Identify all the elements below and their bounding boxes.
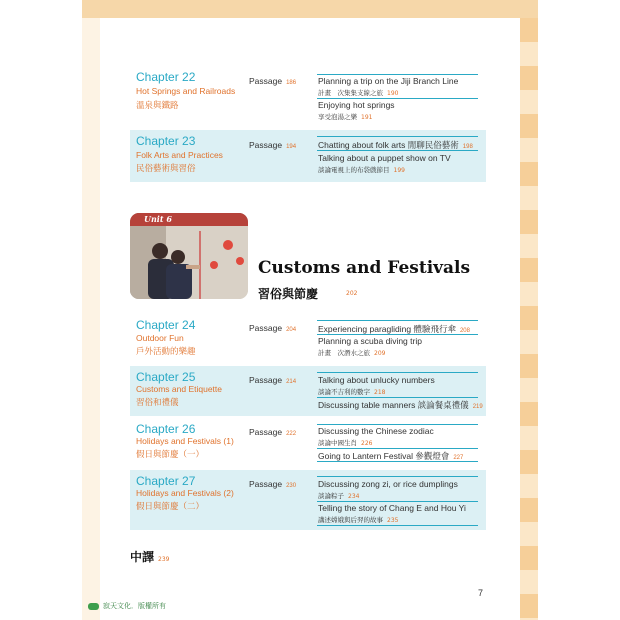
passage-page: 214: [286, 379, 297, 385]
unit-page: 202: [346, 290, 358, 297]
chapter-subtitle: Holidays and Festivals (1): [136, 436, 234, 446]
chapter-zh: 習俗和禮儀: [136, 398, 179, 408]
passage-ref: [249, 427, 296, 437]
checker-border: [520, 18, 538, 620]
entry-title: Talking about a puppet show on TV: [318, 153, 451, 163]
entry-title: Enjoying hot springs: [318, 100, 395, 110]
translation-label: 中譯: [130, 550, 155, 564]
entry-title-text: Experiencing paragliding 體驗飛行傘: [318, 324, 456, 334]
entry-rule: [317, 525, 478, 526]
entry-zh: [318, 348, 385, 357]
entry-page: 190: [387, 90, 399, 97]
entry-zh-text: 計畫 次集集支線之旅: [318, 89, 383, 97]
entry-zh: [318, 438, 372, 447]
passage-ref: [249, 479, 296, 489]
chapter-22[interactable]: [130, 66, 486, 124]
chapter-23[interactable]: [130, 130, 486, 182]
passage-ref: [249, 323, 296, 333]
entry-page: 234: [348, 493, 360, 500]
translation-page: 239: [158, 556, 170, 563]
entry-page: 199: [393, 167, 405, 174]
passage-page: 194: [286, 144, 297, 150]
entry-zh-text: 談論電視上的布袋戲節目: [318, 166, 390, 174]
chapter-zh: 戶外活動的樂趣: [136, 347, 196, 357]
chapter-title: Chapter 23: [136, 134, 196, 148]
passage-label: Passage: [249, 375, 283, 385]
entry-title: Planning a trip on the Jiji Branch Line: [318, 76, 459, 86]
entry-title: Telling the story of Chang E and Hou Yi: [318, 503, 466, 513]
entry-zh-text: 談論粽子: [318, 492, 344, 500]
entry-rule: [317, 397, 478, 398]
page-number: 7: [478, 588, 484, 598]
chapter-zh: 民俗藝術與習俗: [136, 164, 196, 174]
passage-page: 204: [286, 327, 297, 333]
publisher-logo-icon: [88, 603, 99, 610]
chapter-subtitle: Folk Arts and Practices: [136, 150, 223, 160]
publisher-footer: [88, 601, 166, 611]
entry-page: 235: [387, 517, 399, 524]
chapter-subtitle: Holidays and Festivals (2): [136, 488, 234, 498]
chapter-subtitle: Customs and Etiquette: [136, 384, 222, 394]
entry-rule: [317, 320, 478, 321]
unit-tag: Unit 6: [130, 213, 248, 226]
passage-label: Passage: [249, 140, 283, 150]
passage-label: Passage: [249, 323, 283, 333]
entry-title-text: Discussing table manners 談論餐桌禮儀: [318, 400, 469, 410]
entry-rule: [317, 476, 478, 477]
passage-page: 222: [286, 431, 297, 437]
chapter-subtitle: Outdoor Fun: [136, 333, 184, 343]
passage-label: Passage: [249, 76, 283, 86]
entry-page: 209: [374, 350, 386, 357]
publisher-text: 寂天文化．版權所有: [103, 602, 166, 610]
photo-illustration: [130, 213, 248, 299]
entry-title: Planning a scuba diving trip: [318, 336, 422, 346]
chapter-24[interactable]: [130, 314, 486, 364]
entry-page: 191: [361, 114, 373, 121]
entry-rule: [317, 98, 478, 99]
entry-title: Discussing the Chinese zodiac: [318, 426, 434, 436]
entry-zh: [318, 387, 385, 396]
entry-zh-text: 談論中國生肖: [318, 439, 357, 447]
entry-rule: [317, 334, 478, 335]
entry-rule: [317, 424, 478, 425]
entry-rule: [317, 136, 478, 137]
passage-ref: [249, 375, 296, 385]
passage-ref: [249, 76, 296, 86]
entry-title-text: Chatting about folk arts 閒聊民俗藝術: [318, 140, 459, 150]
unit-photo: [130, 213, 248, 299]
entry-zh-text: 計畫 次潛水之旅: [318, 349, 370, 357]
passage-label: Passage: [249, 479, 283, 489]
translation-section[interactable]: [130, 548, 169, 565]
chapter-27[interactable]: [130, 470, 486, 530]
entry-title: Discussing zong zi, or rice dumplings: [318, 479, 458, 489]
entry-zh-text: 享受泡湯之樂: [318, 113, 357, 121]
entry-title-text: Going to Lantern Festival 參觀燈會: [318, 451, 450, 461]
top-band: [82, 0, 538, 18]
chapter-zh: 假日與節慶（二）: [136, 502, 205, 512]
entry-rule: [317, 461, 478, 462]
entry-page: 198: [462, 144, 473, 150]
entry-title: Talking about unlucky numbers: [318, 375, 435, 385]
chapter-25[interactable]: [130, 366, 486, 416]
entry-title: [318, 399, 483, 411]
entry-zh: [318, 515, 398, 524]
entry-zh-text: 談論不吉利的數字: [318, 388, 370, 396]
unit-title-zh: 習俗與節慶: [258, 287, 319, 301]
entry-rule: [317, 150, 478, 151]
chapter-title: Chapter 26: [136, 422, 196, 436]
entry-page: 227: [453, 455, 464, 461]
chapter-title: Chapter 27: [136, 474, 196, 488]
chapter-26[interactable]: [130, 418, 486, 468]
passage-page: 230: [286, 483, 297, 489]
chapter-subtitle: Hot Springs and Railroads: [136, 86, 236, 96]
entry-page: 226: [361, 440, 373, 447]
entry-zh: [318, 491, 359, 500]
chapter-title: Chapter 25: [136, 370, 196, 384]
chapter-zh: 假日與節慶（一）: [136, 450, 205, 460]
passage-label: Passage: [249, 427, 283, 437]
entry-rule: [317, 74, 478, 75]
entry-rule: [317, 501, 478, 502]
chapter-title: Chapter 24: [136, 318, 196, 332]
entry-zh: [318, 88, 398, 97]
entry-page: 218: [374, 389, 386, 396]
passage-page: 186: [286, 80, 297, 86]
entry-page: 208: [459, 328, 470, 334]
passage-ref: [249, 140, 296, 150]
entry-rule: [317, 448, 478, 449]
entry-page: 219: [472, 404, 483, 410]
entry-zh: [318, 165, 405, 174]
entry-zh: [318, 112, 372, 121]
unit-title: Customs and Festivals: [258, 258, 471, 278]
chapter-zh: 溫泉與鐵路: [136, 101, 179, 111]
entry-zh-text: 講述嫦娥與后羿的故事: [318, 516, 383, 524]
entry-rule: [317, 372, 478, 373]
chapter-title: Chapter 22: [136, 70, 196, 84]
